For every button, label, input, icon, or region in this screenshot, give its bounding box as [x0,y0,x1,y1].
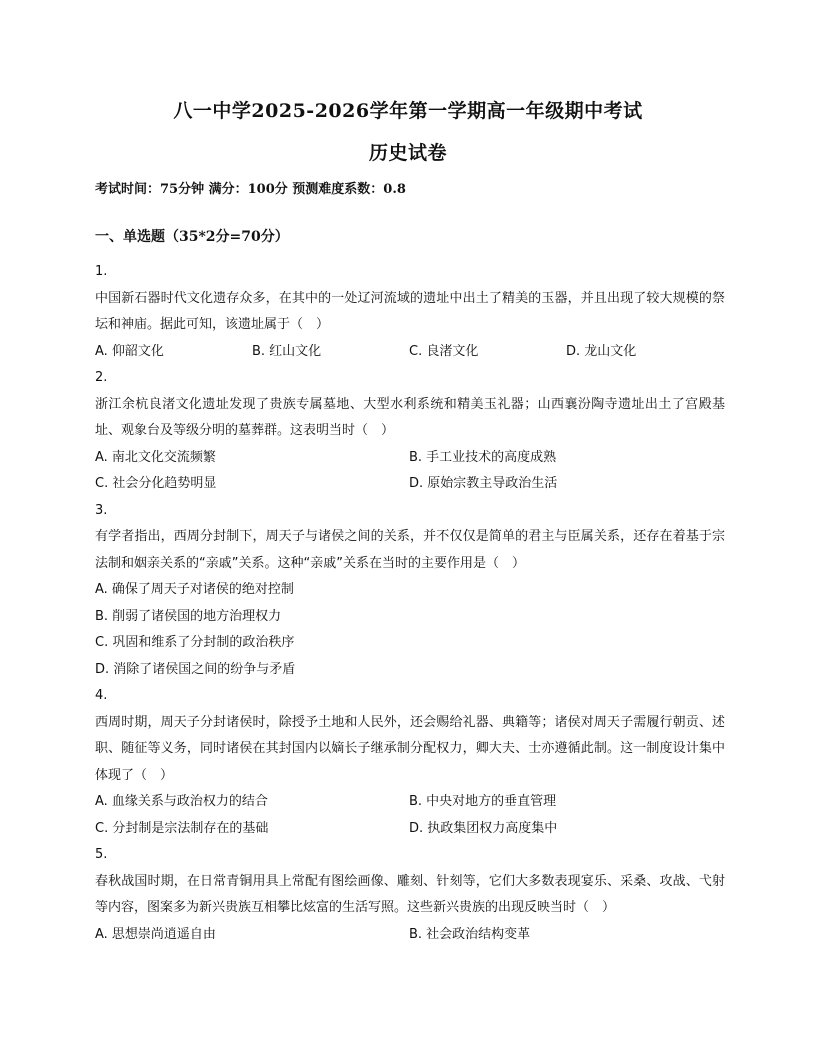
question-1 [95,259,725,365]
options-row [95,816,725,843]
question-stem: 有学者指出，西周分封制下，周天子与诸侯之间的关系，并不仅仅是简单的君主与臣属关系，还存在着基于宗法制和姻亲关系的“亲戚”关系。这种“亲戚”关系在当时的主要作用是（ ） [95,529,725,571]
question-number: 4. [95,688,108,703]
question-number: 5. [95,847,108,862]
question-stem: 春秋战国时期，在日常青铜用具上常配有图绘画像、雕刻、针刻等，它们大多数表现宴乐、采桑、攻战、弋射等内容，图案多为新兴贵族互相攀比炫富的生活写照。这些新兴贵族的出现反映当时（ ） [95,873,725,915]
question-number: 1. [95,264,108,279]
option-c: C. 巩固和维系了分封制的政治秩序 [95,635,295,650]
exam-subtitle: 历史试卷 [368,142,447,164]
question-number: 2. [95,370,108,385]
option-a: A. 确保了周天子对诸侯的绝对控制 [95,582,294,597]
option-b: B. 红山文化 [252,343,322,359]
exam-title: 八一中学2025-2026学年第一学期高一年级期中考试 [173,100,643,122]
option-c: C. 良渚文化 [409,343,479,359]
option-d: D. 龙山文化 [566,343,637,359]
option-b: B. 削弱了诸侯国的地方治理权力 [95,608,282,624]
option-d: D. 执政集团权力高度集中 [409,820,558,836]
option-d: D. 消除了诸侯国之间的纷争与矛盾 [95,661,296,677]
question-3 [95,498,725,684]
question-5 [95,842,725,948]
question-2 [95,365,725,498]
option-a: A. 思想崇尚逍遥自由 [95,926,216,942]
options-row [95,339,725,366]
option-b: B. 社会政治结构变革 [409,926,531,942]
option-b: B. 中央对地方的垂直管理 [409,794,557,809]
options-column [95,577,725,683]
options-row [95,922,725,949]
option-d: D. 原始宗教主导政治生活 [409,476,558,491]
options-row [95,445,725,472]
question-stem: 浙江余杭良渚文化遗址发现了贵族专属墓地、大型水利系统和精美玉礼器；山西襄汾陶寺遗址出土了宫殿基址、观象台及等级分明的墓葬群。这表明当时（ ） [95,396,725,438]
options-row [95,789,725,816]
exam-meta: 考试时间：75分钟 满分：100分 预测难度系数：0.8 [95,182,406,197]
question-stem: 中国新石器时代文化遗存众多，在其中的一处辽河流域的遗址中出土了精美的玉器，并且出现了较大规模的祭坛和神庙。据此可知，该遗址属于（ ） [95,290,725,332]
option-c: C. 分封制是宗法制存在的基础 [95,820,269,836]
option-a: A. 仰韶文化 [95,343,164,359]
option-a: A. 血缘关系与政治权力的结合 [95,794,268,809]
question-4 [95,683,725,842]
section-heading: 一、单选题（35*2分=70分） [95,229,289,245]
question-list [95,259,725,948]
option-a: A. 南北文化交流频繁 [95,449,216,465]
question-stem: 西周时期，周天子分封诸侯时，除授予土地和人民外，还会赐给礼器、典籍等；诸侯对周天子需履行朝贡、述职、随征等义务，同时诸侯在其封国内以嫡长子继承制分配权力，卿大夫、士亦遵循此制。这一制度设计集中体现了（ ） [95,714,725,783]
option-b: B. 手工业技术的高度成熟 [409,449,557,465]
question-number: 3. [95,502,108,518]
option-c: C. 社会分化趋势明显 [95,476,217,491]
options-row [95,471,725,498]
